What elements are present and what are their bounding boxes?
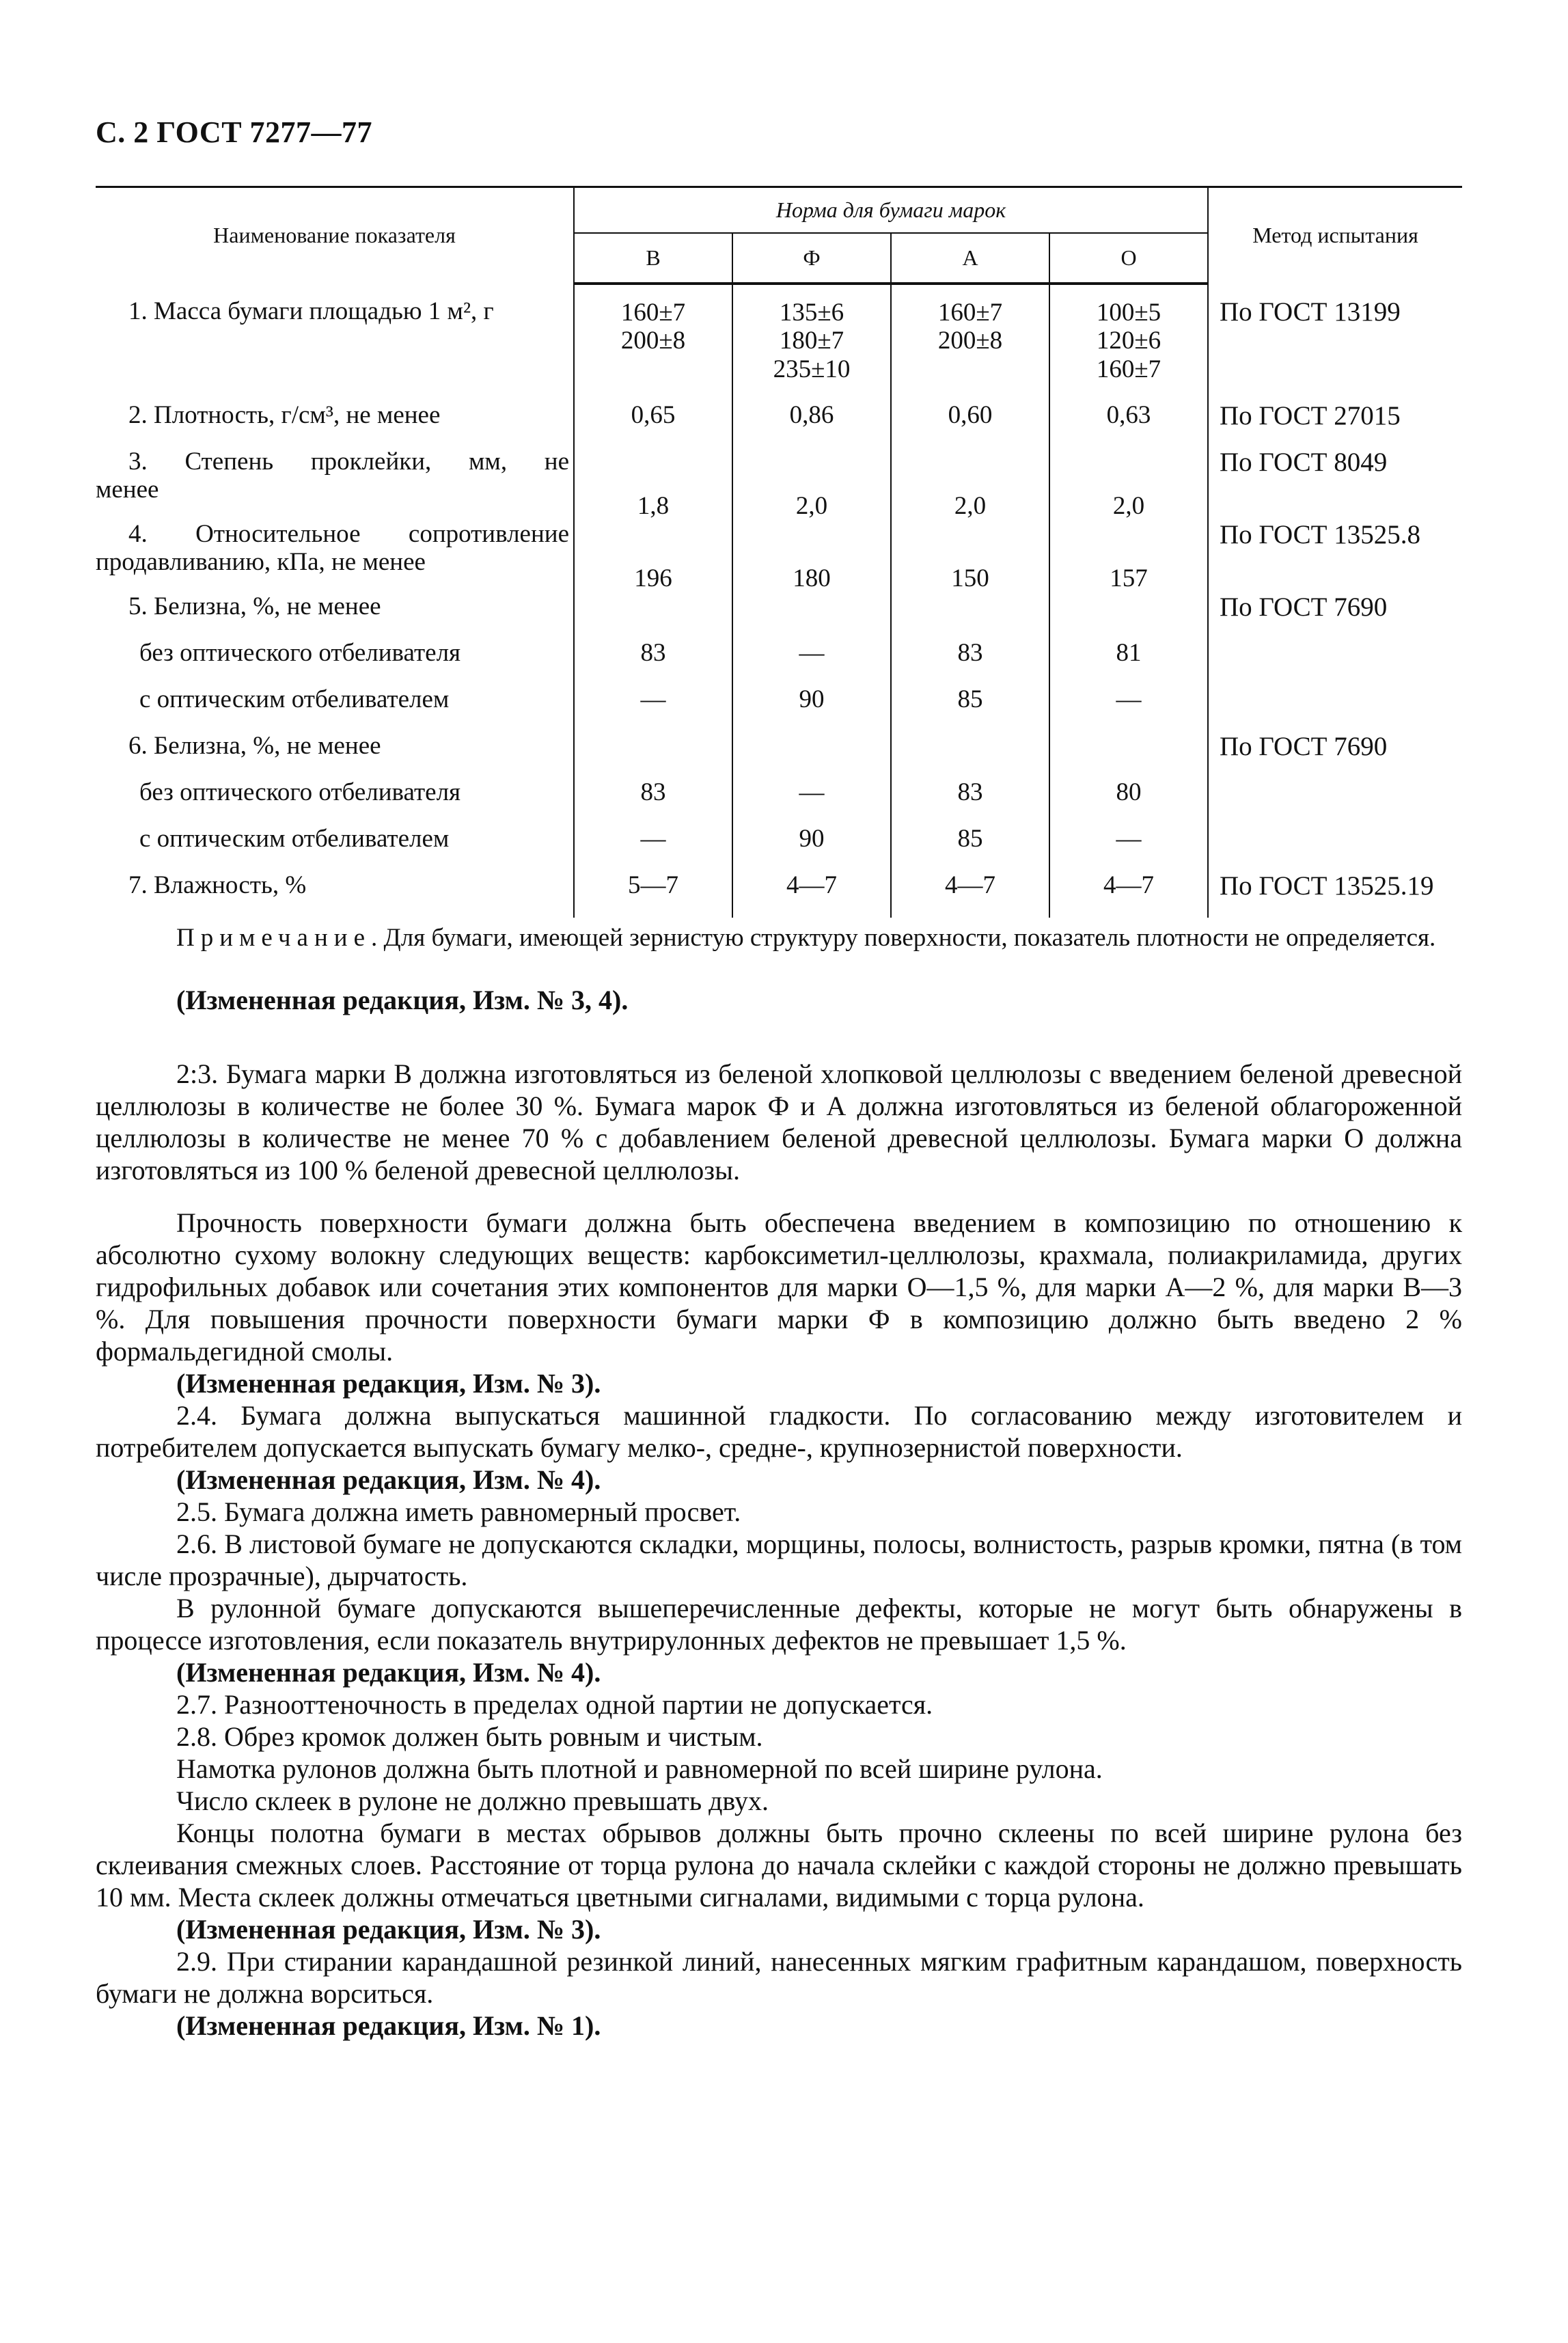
table-row [96, 685, 1462, 732]
cell-value: 81 [1049, 639, 1208, 685]
row-method: По ГОСТ 27015 [1220, 401, 1401, 430]
cell-value: — [1049, 825, 1208, 871]
column-header-method: Метод испытания [1208, 187, 1462, 284]
paragraph: Прочность поверхности бумаги должна быть обеспечена введением в композицию по отношению к абсолютно сухому волокну следующих веществ: карбоксиметил-целлюлозы, крахмала, полиакриламида, других гидрофильных добавок или сочетания этих компонентов для марки О—1,5 %, для марки А—2 %, для марки В—3 %. Для повышения прочности поверхности бумаги марки Ф в композицию должно быть введено 2 % формальдегидной смолы. [96, 1207, 1462, 1367]
paragraph: В рулонной бумаге допускаются вышеперечисленные дефекты, которые не могут быть обнаружены в процессе изготовления, если показатель внутрирулонных дефектов не превышает 1,5 %. [96, 1593, 1462, 1656]
table-row [96, 732, 1462, 778]
row-name-cont: продавливанию, кПа, не менее [96, 548, 426, 577]
column-header-name: Наименование показателя [96, 187, 574, 284]
edit-note: (Измененная редакция, Изм. № 4). [176, 1657, 601, 1688]
cell-value: 0,60 [891, 401, 1049, 448]
table-row [96, 284, 1462, 401]
cell-value: 85 [891, 825, 1049, 871]
cell-value: 160±7 200±8 [620, 299, 686, 355]
row-name-cont: менее [96, 476, 159, 504]
row-name: 5. Белизна, %, не менее [128, 592, 381, 620]
table-row [96, 448, 1462, 520]
cell-value: 150 [891, 520, 1049, 592]
row-name: с оптическим отбеливателем [139, 685, 450, 713]
edit-note: (Измененная редакция, Изм. № 3). [176, 1914, 601, 1945]
edit-note: (Измененная редакция, Изм. № 3, 4). [176, 985, 629, 1015]
cell-value: 83 [891, 778, 1049, 825]
row-method: По ГОСТ 7690 [1220, 732, 1388, 761]
paragraph: 2.9. При стирании карандашной резинкой линий, нанесенных мягким графитным карандашом, поверхность бумаги не должна ворситься. [96, 1946, 1462, 2009]
row-method: По ГОСТ 13525.19 [1220, 871, 1434, 901]
cell-value: 83 [574, 639, 732, 685]
cell-value: 2,0 [732, 448, 891, 520]
cell-value: 5—7 [574, 871, 732, 918]
grade-header-a: А [891, 233, 1049, 284]
table-row [96, 778, 1462, 825]
cell-value: 196 [574, 520, 732, 592]
cell-value: 4—7 [1049, 871, 1208, 918]
paragraph: 2.4. Бумага должна выпускаться машинной гладкости. По согласованию между изготовителем и потребителем допускается выпускать бумагу мелко-, средне-, крупнозернистой поверхности. [96, 1400, 1462, 1463]
table-row [96, 520, 1462, 592]
paragraph: Концы полотна бумаги в местах обрывов должны быть прочно склеены по всей ширине рулона без склеивания смежных слоев. Расстояние от торца рулона до начала склейки с каждой стороны не должно превышать 10 мм. Места склеек должны отмечаться цветными сигналами, видимыми с торца рулона. [96, 1818, 1462, 1913]
cell-value: — [1049, 685, 1208, 732]
paragraph: 2.8. Обрез кромок должен быть ровным и чистым. [176, 1721, 763, 1752]
row-name: с оптическим отбеливателем [139, 825, 450, 853]
row-name: 7. Влажность, % [128, 871, 307, 899]
grade-header-v: В [574, 233, 732, 284]
row-name: 3. Степень проклейки, мм, не [128, 448, 569, 476]
row-method: По ГОСТ 8049 [1220, 448, 1388, 477]
cell-value: — [732, 778, 891, 825]
cell-value: 100±5 120±6 160±7 [1096, 299, 1161, 383]
paragraph: 2:3. Бумага марки В должна изготовляться из беленой хлопковой целлюлозы с введением беленой древесной целлюлозы в количестве не более 30 %. Бумага марок Ф и А должна изготовляться из беленой облагороженной целлюлозы в количестве не менее 70 % с добавлением беленой древесной целлюлозы. Бумага марки О должна изготовляться из 100 % беленой древесной целлюлозы. [96, 1058, 1462, 1186]
edit-note: (Измененная редакция, Изм. № 4). [176, 1464, 601, 1495]
cell-value: — [574, 825, 732, 871]
cell-value: 4—7 [891, 871, 1049, 918]
row-name: без оптического отбеливателя [139, 639, 461, 667]
table-row [96, 639, 1462, 685]
table-row [96, 592, 1462, 639]
cell-value: 157 [1049, 520, 1208, 592]
table-row [96, 871, 1462, 918]
cell-value: 4—7 [732, 871, 891, 918]
row-method: По ГОСТ 13525.8 [1220, 520, 1420, 549]
page-header: С. 2 ГОСТ 7277—77 [96, 115, 373, 149]
cell-value: 90 [732, 685, 891, 732]
cell-value: 160±7 200±8 [937, 299, 1003, 355]
cell-value: 2,0 [891, 448, 1049, 520]
row-method: По ГОСТ 13199 [1220, 297, 1401, 327]
edit-note: (Измененная редакция, Изм. № 1). [176, 2010, 601, 2041]
grade-header-o: О [1049, 233, 1208, 284]
edit-note: (Измененная редакция, Изм. № 3). [176, 1368, 601, 1399]
cell-value: 85 [891, 685, 1049, 732]
edit-note-block [96, 984, 1462, 1016]
note-text: . Для бумаги, имеющей зернистую структуру поверхности, показатель плотности не определяется. [371, 924, 1436, 952]
row-name: 2. Плотность, г/см³, не менее [128, 401, 441, 429]
cell-value: 1,8 [574, 448, 732, 520]
table-row [96, 401, 1462, 448]
cell-value: — [732, 639, 891, 685]
cell-value: 2,0 [1049, 448, 1208, 520]
paragraph: Число склеек в рулоне не должно превышать двух. [176, 1785, 769, 1816]
cell-value: 83 [891, 639, 1049, 685]
row-name: 1. Масса бумаги площадью 1 м², г [128, 297, 494, 325]
table-row [96, 825, 1462, 871]
note-label: Примечание [176, 924, 371, 952]
paragraph: 2.5. Бумага должна иметь равномерный просвет. [176, 1496, 741, 1527]
cell-value: 80 [1049, 778, 1208, 825]
row-method: По ГОСТ 7690 [1220, 592, 1388, 622]
cell-value: — [574, 685, 732, 732]
row-name: без оптического отбеливателя [139, 778, 461, 806]
body-text [96, 1058, 1462, 2042]
column-header-norm: Норма для бумаги марок [574, 187, 1208, 233]
cell-value: 135±6 180±7 235±10 [773, 299, 851, 383]
cell-value: 83 [574, 778, 732, 825]
row-name: 6. Белизна, %, не менее [128, 732, 381, 760]
cell-value: 90 [732, 825, 891, 871]
grade-header-f: Ф [732, 233, 891, 284]
cell-value: 180 [732, 520, 891, 592]
cell-value: 0,63 [1049, 401, 1208, 448]
cell-value: 0,86 [732, 401, 891, 448]
paragraph: 2.6. В листовой бумаге не допускаются складки, морщины, полосы, волнистость, разрыв кромки, пятна (в том числе прозрачные), дырчатость. [96, 1529, 1462, 1591]
cell-value: 0,65 [574, 401, 732, 448]
paragraph: Намотка рулонов должна быть плотной и равномерной по всей ширине рулона. [176, 1753, 1103, 1784]
table-note [96, 924, 1462, 953]
specs-table [96, 186, 1462, 918]
paragraph: 2.7. Разнооттеночность в пределах одной партии не допускается. [176, 1689, 933, 1720]
row-name: 4. Относительное сопротивление [128, 520, 569, 548]
